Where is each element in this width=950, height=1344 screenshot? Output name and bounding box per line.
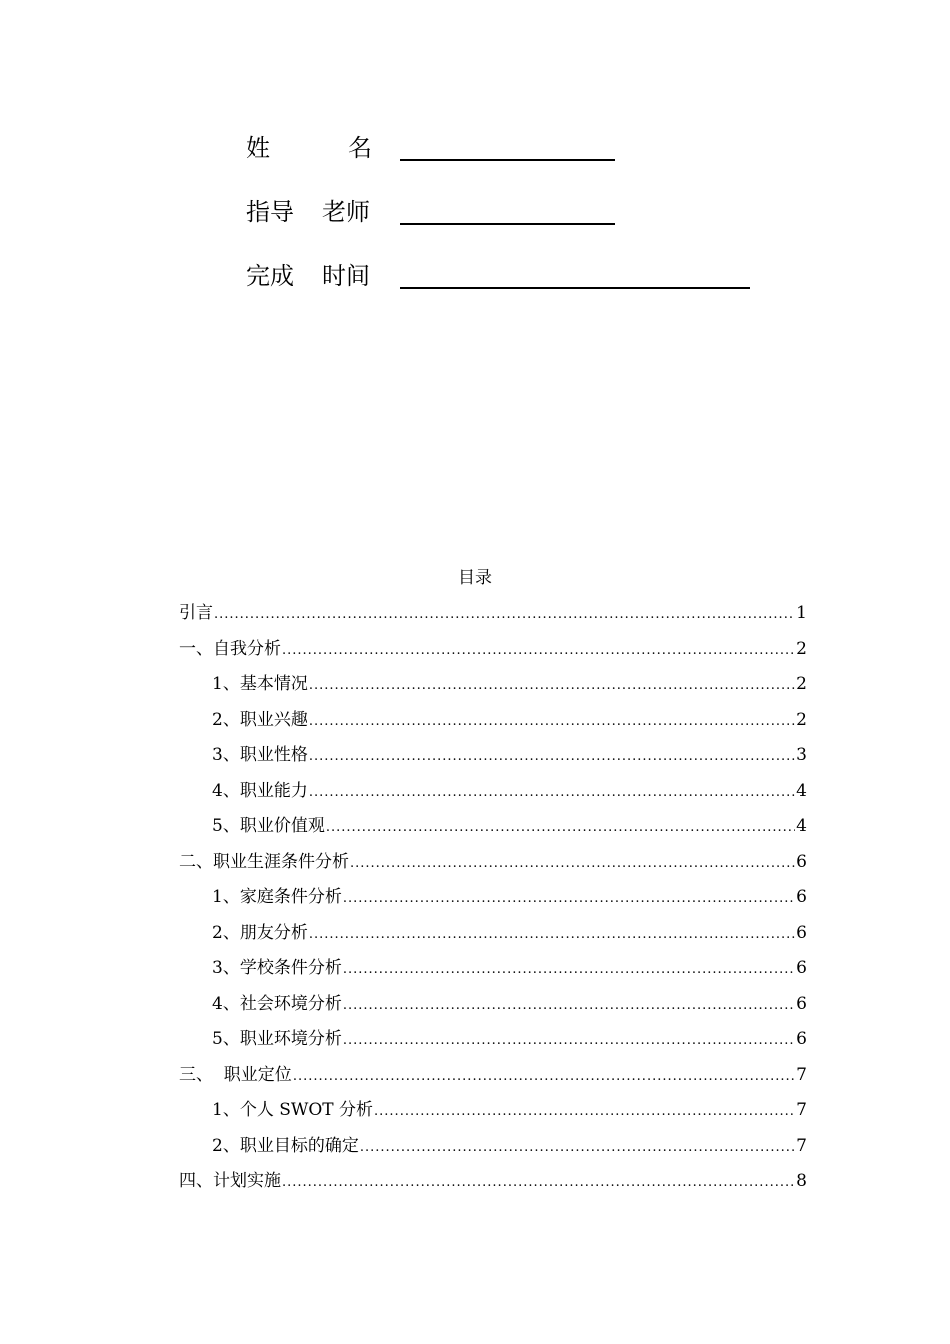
- toc-entry-page: 2: [796, 674, 807, 694]
- toc-entry-page: 7: [796, 1135, 807, 1156]
- toc-entry[interactable]: [179, 1023, 807, 1059]
- toc-entry-page: 4: [796, 780, 807, 801]
- toc-entry-text: 一、自我分析: [179, 638, 281, 659]
- toc-entry-page: 6: [796, 922, 807, 943]
- toc-entry[interactable]: [179, 633, 807, 669]
- toc-leader-dots: [309, 706, 795, 738]
- toc-entry[interactable]: [179, 704, 807, 740]
- toc-entry-text: 3、学校条件分析: [212, 958, 342, 978]
- toc-entry-text: 5、职业环境分析: [212, 1029, 342, 1049]
- toc-leader-dots: [343, 990, 795, 1022]
- toc-entry-page: 2: [796, 709, 807, 730]
- advisor-label-second: 老师: [322, 198, 370, 226]
- table-of-contents: [179, 597, 807, 1201]
- toc-entry-page: 3: [796, 745, 807, 765]
- toc-entry-page: 7: [796, 1064, 807, 1085]
- toc-leader-dots: [360, 1132, 795, 1164]
- toc-entry[interactable]: [179, 810, 807, 846]
- toc-title: 目录: [458, 568, 492, 588]
- toc-leader-dots: [282, 1167, 795, 1199]
- toc-leader-dots: [343, 883, 795, 915]
- toc-entry[interactable]: [179, 846, 807, 882]
- toc-entry-text: 引言: [179, 603, 213, 623]
- toc-entry-page: 4: [796, 816, 807, 836]
- toc-entry-text: 2、职业兴趣: [212, 709, 308, 730]
- toc-entry[interactable]: [179, 775, 807, 811]
- toc-entry[interactable]: [179, 917, 807, 953]
- toc-entry-text: 4、社会环境分析: [212, 993, 342, 1014]
- toc-entry-text: 1、基本情况: [212, 674, 308, 694]
- toc-entry-text: 5、职业价值观: [212, 816, 325, 836]
- toc-leader-dots: [350, 848, 795, 880]
- toc-entry-text: 1、个人 SWOT 分析: [212, 1100, 374, 1120]
- toc-entry-text: 三、 职业定位: [179, 1064, 292, 1085]
- toc-entry-text: 2、朋友分析: [212, 922, 308, 943]
- toc-entry-text: 2、职业目标的确定: [212, 1135, 359, 1156]
- toc-leader-dots: [343, 954, 795, 986]
- advisor-blank-line: [400, 223, 615, 225]
- toc-entry[interactable]: [179, 1059, 807, 1095]
- date-label-second: 时间: [322, 262, 370, 290]
- toc-entry-page: 6: [796, 993, 807, 1014]
- toc-leader-dots: [309, 777, 795, 809]
- toc-entry[interactable]: [179, 952, 807, 988]
- toc-leader-dots: [309, 741, 795, 773]
- toc-entry-text: 1、家庭条件分析: [212, 887, 342, 907]
- toc-leader-dots: [343, 1025, 795, 1057]
- toc-entry[interactable]: [179, 668, 807, 704]
- toc-entry-page: 1: [796, 603, 807, 623]
- toc-entry-page: 6: [796, 958, 807, 978]
- toc-entry-page: 6: [796, 887, 807, 907]
- toc-leader-dots: [282, 635, 795, 667]
- name-label-second: 名: [348, 134, 372, 162]
- toc-entry[interactable]: [179, 1094, 807, 1130]
- toc-leader-dots: [326, 812, 795, 844]
- toc-entry[interactable]: [179, 597, 807, 633]
- advisor-label-first: 指导: [246, 198, 294, 226]
- toc-leader-dots: [309, 670, 795, 702]
- toc-leader-dots: [309, 919, 795, 951]
- name-blank-line: [400, 159, 615, 161]
- toc-entry-text: 二、职业生涯条件分析: [179, 851, 349, 872]
- toc-entry-text: 四、计划实施: [179, 1171, 281, 1191]
- toc-entry[interactable]: [179, 1165, 807, 1201]
- toc-entry-text: 4、职业能力: [212, 780, 308, 801]
- toc-entry-text: 3、职业性格: [212, 745, 308, 765]
- toc-entry-page: 8: [796, 1171, 807, 1191]
- date-blank-line: [400, 287, 750, 289]
- name-label-first: 姓: [246, 134, 270, 162]
- toc-entry-page: 6: [796, 851, 807, 872]
- toc-leader-dots: [214, 599, 795, 631]
- toc-entry[interactable]: [179, 988, 807, 1024]
- toc-entry-page: 6: [796, 1029, 807, 1049]
- toc-entry[interactable]: [179, 1130, 807, 1166]
- toc-entry[interactable]: [179, 881, 807, 917]
- date-label-first: 完成: [246, 262, 294, 290]
- toc-entry-page: 2: [796, 638, 807, 659]
- toc-entry-page: 7: [796, 1100, 807, 1120]
- toc-entry[interactable]: [179, 739, 807, 775]
- toc-leader-dots: [293, 1061, 795, 1093]
- toc-leader-dots: [374, 1096, 795, 1128]
